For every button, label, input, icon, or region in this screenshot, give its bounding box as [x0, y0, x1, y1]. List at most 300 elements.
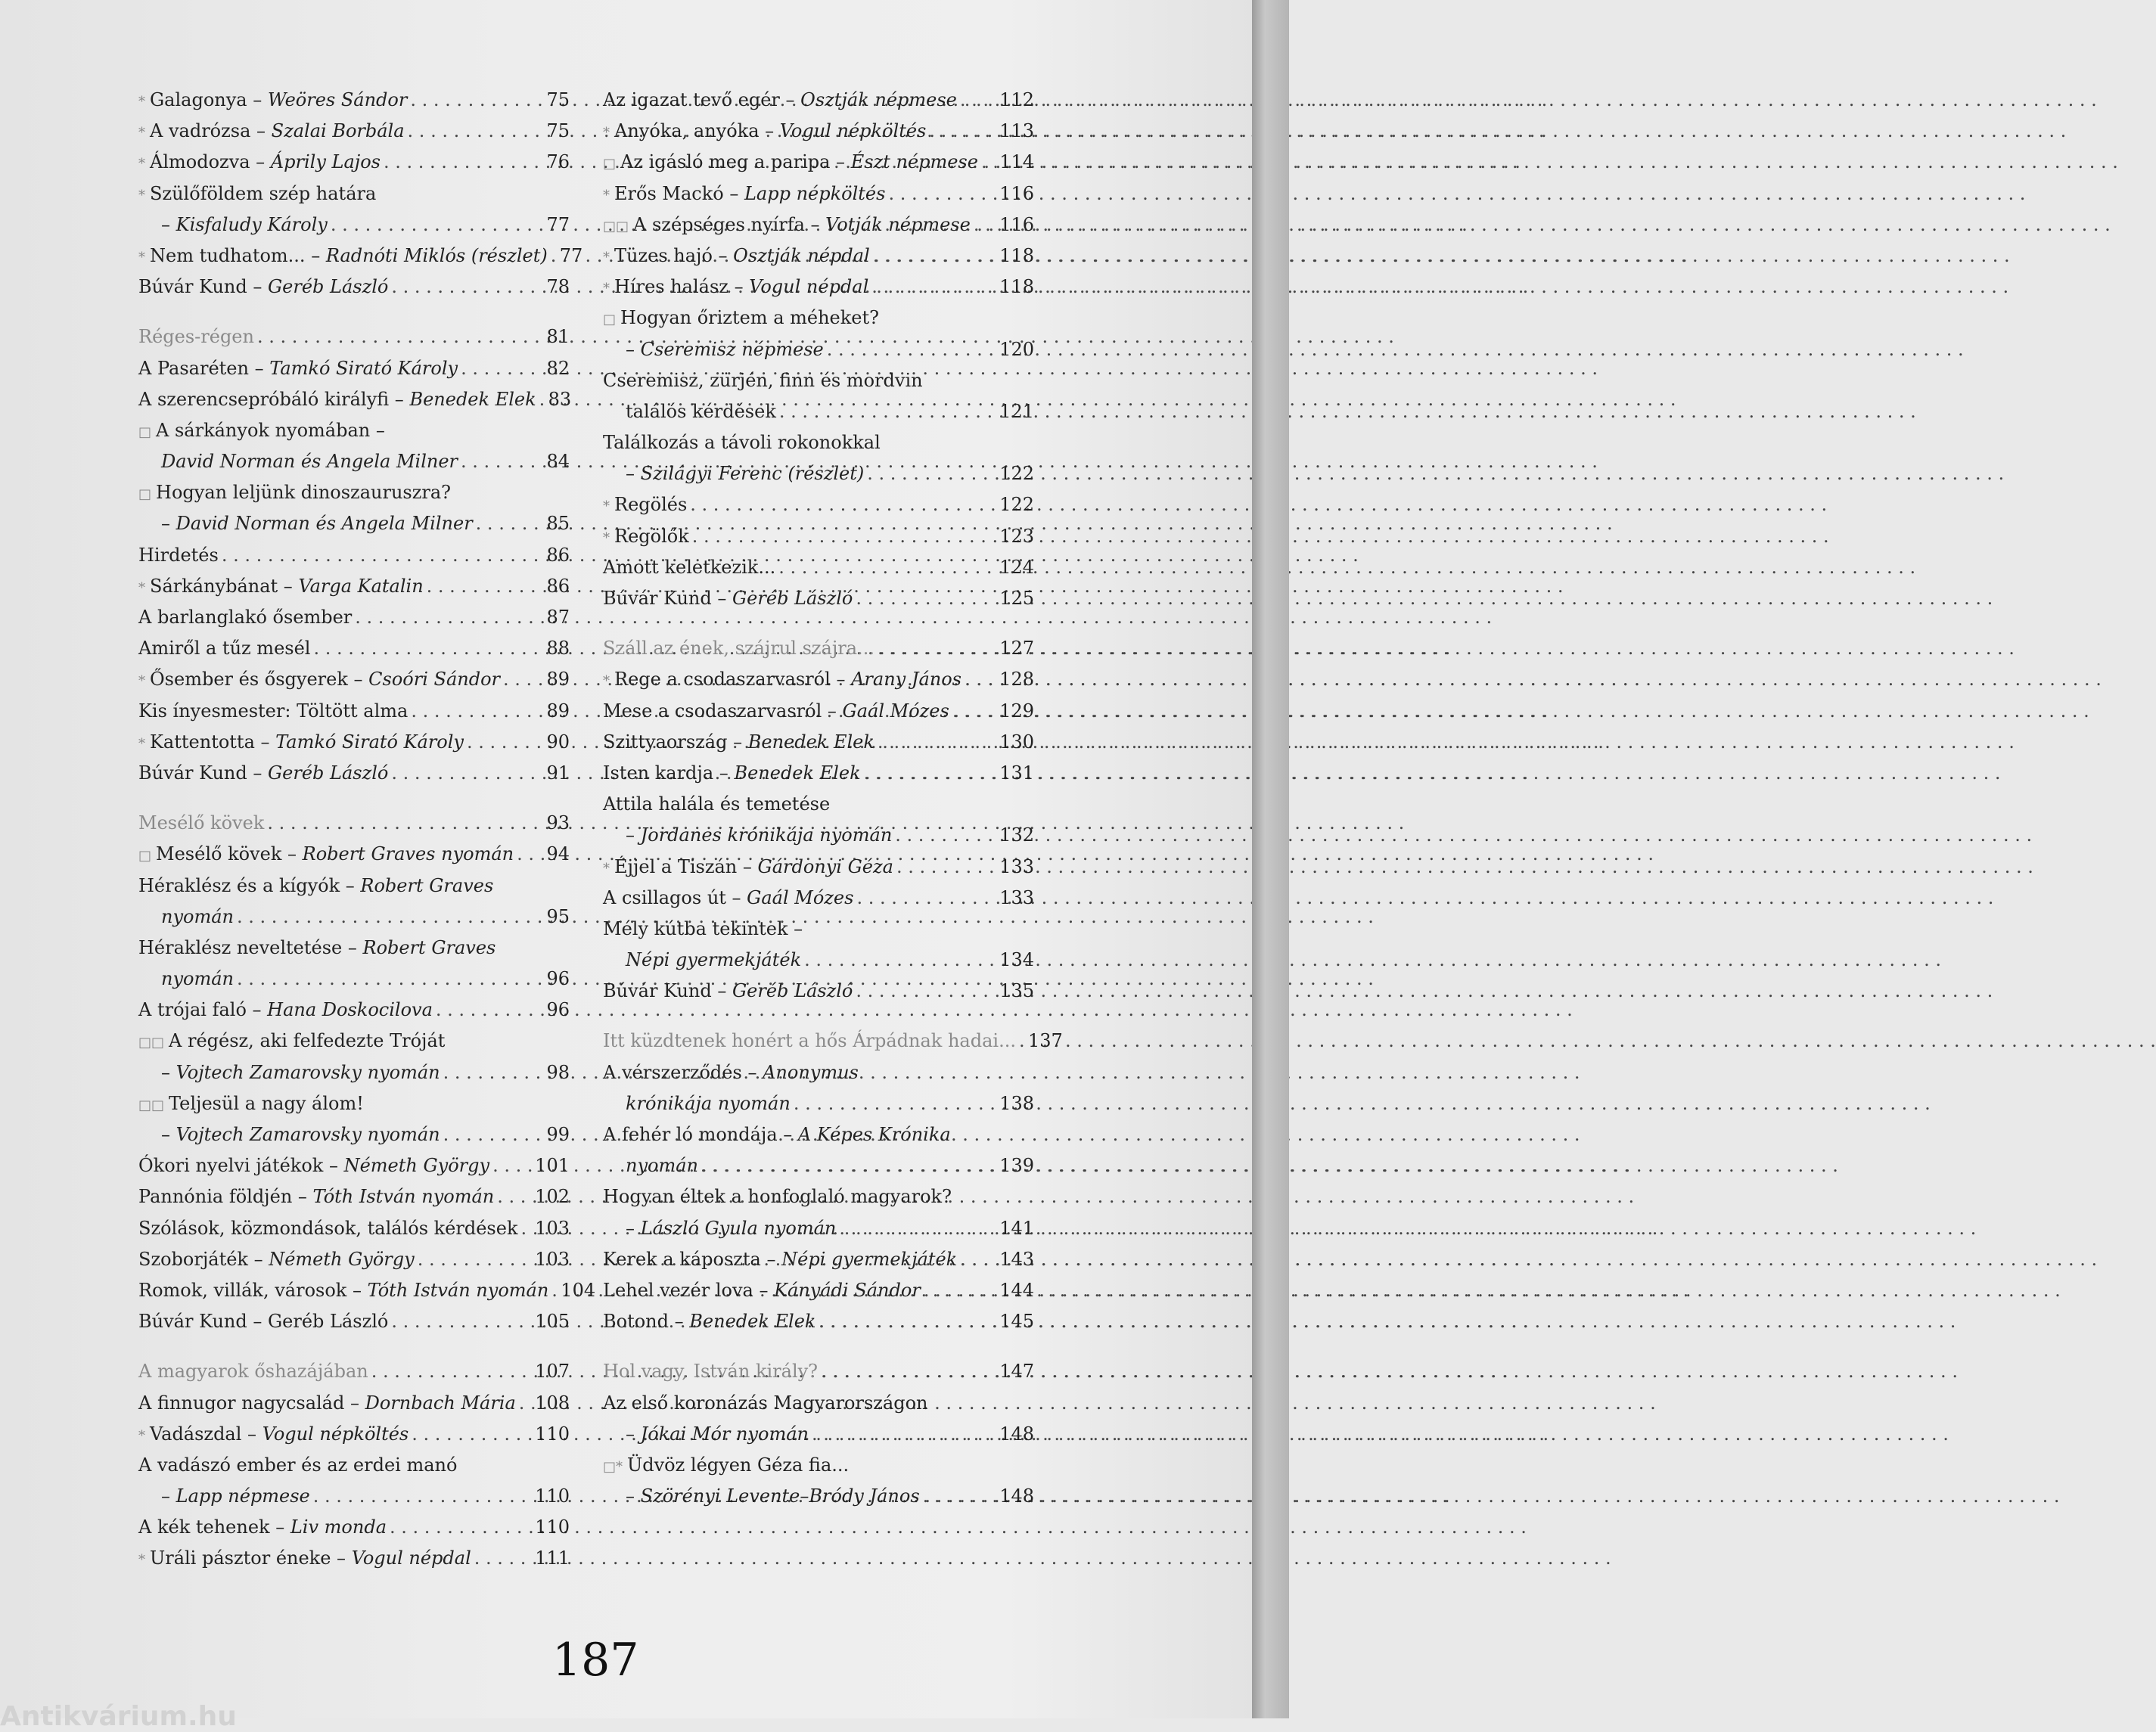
- page-number: 187: [552, 1634, 639, 1687]
- toc-entry: [138, 1419, 570, 1450]
- toc-entry-title: [138, 633, 310, 664]
- entry-text: –: [626, 824, 641, 846]
- entry-marker-icon: *: [603, 498, 610, 515]
- entry-marker-icon: *: [603, 187, 610, 203]
- entry-text: Amiről a tűz mesél: [138, 638, 311, 660]
- toc-entry-title: [603, 147, 978, 179]
- toc-entry-title: [603, 976, 853, 1007]
- dot-leader: [331, 210, 544, 241]
- entry-text: Pannónia földjén –: [138, 1186, 313, 1208]
- toc-entry: [138, 415, 570, 446]
- toc-page-number: 99: [546, 1124, 570, 1145]
- toc-entry-title: [138, 902, 234, 933]
- entry-marker-icon: *: [603, 249, 610, 265]
- dot-leader: [313, 633, 543, 664]
- toc-entry: [138, 602, 570, 633]
- dot-leader: [390, 1512, 532, 1543]
- entry-text: Isten kardja –: [603, 762, 735, 784]
- toc-entry-title: [603, 1213, 836, 1244]
- toc-entry: [138, 1244, 570, 1275]
- entry-text: Híres halász –: [614, 276, 750, 298]
- entry-text: Szülőföldem szép határa: [150, 182, 377, 204]
- dot-leader: [467, 727, 543, 758]
- entry-author: Geréb László: [268, 762, 389, 784]
- toc-page-number: 78: [546, 276, 570, 298]
- entry-text: Itt küzdtenek honért a hős Árpádnak hadai...: [603, 1030, 1016, 1052]
- dot-leader: [690, 489, 996, 520]
- toc-page-number: 93: [546, 812, 570, 834]
- toc-entry: [603, 1275, 1034, 1306]
- toc-page-number: 84: [546, 451, 570, 473]
- book-spine-edge: [1252, 0, 1289, 1718]
- toc-entry-title: [138, 1481, 310, 1512]
- entry-text: A Pasaréten –: [138, 357, 270, 379]
- entry-text: A kék tehenek –: [138, 1516, 290, 1538]
- entry-marker-icon: *: [603, 125, 610, 141]
- toc-page-number: 103: [535, 1217, 570, 1239]
- toc-page-number: 75: [546, 89, 570, 110]
- toc-entry-title: [138, 1356, 368, 1387]
- entry-author: nyomán: [626, 1155, 698, 1177]
- toc-entry-title: [138, 321, 254, 352]
- entry-text: –: [626, 1423, 641, 1445]
- toc-entry-title: [138, 384, 536, 415]
- toc-page-number: 90: [546, 731, 570, 753]
- entry-marker-icon: *: [603, 281, 610, 297]
- toc-entry: [138, 758, 570, 789]
- dot-leader: [391, 758, 543, 789]
- toc-page-number: 121: [999, 400, 1034, 422]
- toc-entry-title: [603, 85, 957, 116]
- toc-entry: [603, 303, 1034, 334]
- entry-author: Hana Doskocilova: [267, 999, 433, 1021]
- toc-entry: [138, 116, 570, 147]
- toc-entry: [603, 758, 1034, 789]
- toc-page-number: 87: [546, 607, 570, 628]
- entry-text: –: [161, 1124, 176, 1145]
- toc-entry: [603, 1119, 1034, 1150]
- entry-text: Hogyan őriztem a méheket?: [620, 307, 880, 329]
- entry-author: Robert Graves nyomán: [302, 843, 514, 865]
- entry-marker-icon: *: [603, 860, 610, 877]
- dot-leader: [257, 321, 543, 352]
- watermark: Antikvárium.hu: [0, 1701, 237, 1732]
- entry-text: –: [161, 1061, 176, 1083]
- toc-entry: [138, 839, 570, 870]
- entry-author: Tóth István nyomán: [312, 1186, 495, 1208]
- dot-leader: [410, 85, 543, 116]
- toc-entry-title: [603, 458, 864, 489]
- toc-entry: [603, 727, 1034, 758]
- entry-author: Benedek Elek: [689, 1311, 816, 1333]
- entry-author: Anonymus: [763, 1061, 859, 1083]
- toc-entry: [138, 210, 570, 241]
- toc-entry: [138, 1543, 570, 1574]
- entry-text: Üdvöz légyen Géza fia...: [627, 1454, 850, 1476]
- toc-entry-title: [138, 1181, 494, 1212]
- entry-text: találós kérdések: [626, 400, 776, 422]
- entry-text: Éjjel a Tiszán –: [614, 855, 758, 877]
- dot-leader: [929, 116, 996, 147]
- toc-entry-title: [138, 85, 407, 117]
- dot-leader: [878, 727, 996, 758]
- entry-author: Gaál Mózes: [747, 886, 854, 908]
- dot-leader: [804, 945, 996, 976]
- toc-page-number: 122: [999, 463, 1034, 485]
- toc-entry: [603, 976, 1034, 1007]
- toc-page-number: 118: [999, 244, 1034, 266]
- toc-page-number: 86: [546, 544, 570, 566]
- toc-entry-title: [603, 178, 885, 211]
- dot-leader: [878, 633, 996, 664]
- toc-entry-title: [603, 427, 881, 458]
- toc-entry-title: [603, 883, 853, 914]
- toc-entry: [138, 1388, 570, 1419]
- entry-text: Mesélő kövek: [138, 812, 265, 834]
- toc-entry-title: [138, 1119, 440, 1150]
- toc-entry: [138, 178, 570, 210]
- toc-page-number: 114: [999, 151, 1034, 173]
- entry-text: A finnugor nagycsalád –: [138, 1392, 365, 1414]
- toc-entry: [138, 1450, 570, 1481]
- entry-author: David Norman és Angela Milner: [161, 451, 458, 473]
- toc-entry-title: [138, 808, 264, 839]
- entry-text: Hogyan leljünk dinoszauruszra?: [156, 482, 452, 504]
- toc-section-heading: [603, 1026, 1063, 1057]
- toc-entry: [138, 272, 570, 303]
- toc-page-number: 133: [999, 855, 1034, 877]
- entry-author: Tamkó Sirató Károly: [269, 357, 458, 379]
- dot-leader: [313, 1481, 532, 1512]
- toc-entry: [603, 1181, 1034, 1212]
- entry-text: –: [161, 513, 176, 535]
- toc-entry: [603, 820, 1034, 851]
- entry-text: Romok, villák, városok –: [138, 1279, 368, 1301]
- entry-text: Regölők: [614, 525, 689, 547]
- toc-entry-title: [138, 508, 473, 539]
- entry-text: Az igásló meg a paripa –: [620, 151, 851, 173]
- dot-leader: [895, 820, 996, 851]
- entry-marker-icon: □: [603, 312, 617, 328]
- toc-entry-title: [603, 1275, 921, 1306]
- toc-page-number: 76: [546, 151, 570, 173]
- toc-entry-title: [138, 839, 514, 871]
- entry-marker-icon: □: [603, 156, 617, 172]
- toc-entry-title: [603, 1026, 1016, 1057]
- toc-entry-title: [138, 1244, 415, 1275]
- dot-leader: [391, 1306, 532, 1337]
- toc-entry-title: [603, 633, 875, 664]
- entry-author: krónikája nyomán: [626, 1092, 791, 1114]
- toc-entry: [603, 458, 1034, 489]
- toc-entry: [603, 521, 1034, 552]
- toc-entry-title: [603, 116, 926, 148]
- toc-entry: [138, 871, 570, 902]
- toc-entry-title: [138, 964, 234, 995]
- toc-entry-title: [603, 396, 776, 427]
- toc-page-number: 96: [546, 968, 570, 990]
- toc-page-number: 148: [999, 1423, 1034, 1445]
- entry-text: A sárkányok nyomában –: [156, 419, 385, 441]
- entry-marker-icon: *: [138, 673, 145, 690]
- dot-leader: [960, 1244, 996, 1275]
- toc-entry-title: [138, 1150, 489, 1181]
- toc-entry-title: [603, 1356, 818, 1387]
- dot-leader: [418, 1244, 533, 1275]
- dot-leader: [856, 583, 996, 614]
- entry-text: A fehér ló mondája –: [603, 1124, 798, 1145]
- toc-entry-title: [603, 820, 892, 851]
- toc-page-number: 103: [535, 1248, 570, 1270]
- toc-entry-title: [138, 1419, 409, 1451]
- entry-text: A vadászó ember és az erdei manó: [138, 1454, 458, 1476]
- entry-author: Gaál Mózes: [842, 700, 949, 722]
- toc-entry: [603, 883, 1034, 914]
- dot-leader: [778, 552, 996, 583]
- toc-page-number: 94: [546, 843, 570, 865]
- toc-entry: [603, 147, 1034, 178]
- toc-entry-title: [603, 727, 875, 758]
- toc-entry-title: [138, 696, 408, 727]
- entry-marker-icon: □□: [138, 1097, 165, 1113]
- toc-entry: [603, 1450, 1034, 1481]
- dot-leader: [461, 353, 543, 384]
- toc-section-heading: [138, 1356, 570, 1387]
- entry-text: Botond –: [603, 1311, 690, 1333]
- toc-left-column: [138, 85, 596, 1575]
- toc-entry: [138, 1275, 596, 1306]
- toc-entry-title: [603, 1088, 791, 1119]
- dot-leader: [461, 446, 543, 477]
- entry-marker-icon: *: [603, 529, 610, 546]
- dot-leader: [267, 808, 543, 839]
- toc-entry: [603, 664, 1034, 695]
- entry-marker-icon: *: [138, 125, 145, 141]
- entry-text: A szerencsepróbáló királyfi –: [138, 388, 410, 410]
- dot-leader: [371, 1356, 532, 1387]
- dot-leader: [779, 396, 996, 427]
- entry-marker-icon: □: [138, 848, 152, 864]
- toc-entry-title: [603, 1388, 928, 1419]
- dot-leader: [871, 272, 996, 303]
- entry-text: Szoborjáték –: [138, 1248, 269, 1270]
- toc-entry-title: [603, 1057, 859, 1088]
- dot-leader: [812, 1419, 996, 1450]
- toc-entry-title: [138, 1450, 457, 1481]
- entry-author: Jordanes krónikája nyomán: [640, 824, 893, 846]
- entry-author: Csoóri Sándor: [368, 669, 500, 691]
- toc-page-number: 144: [999, 1279, 1034, 1301]
- entry-author: Benedek Elek: [734, 762, 861, 784]
- toc-page-number: 95: [546, 905, 570, 927]
- dot-leader: [827, 334, 996, 365]
- toc-page-number: 113: [999, 120, 1034, 142]
- entry-text: A vadrózsa –: [150, 120, 272, 142]
- entry-author: Jókai Mór nyomán: [640, 1423, 809, 1445]
- toc-page-number: 143: [999, 1248, 1034, 1270]
- toc-entry: [138, 727, 570, 758]
- toc-page-number: 110: [535, 1423, 570, 1445]
- entry-text: Héraklész és a kígyók –: [138, 874, 361, 896]
- toc-page-number: 116: [999, 213, 1034, 235]
- dot-leader: [551, 241, 557, 272]
- toc-entry: [603, 852, 1034, 883]
- dot-leader: [436, 995, 544, 1026]
- dot-leader: [520, 1213, 532, 1244]
- entry-author: Cseremisz népmese: [640, 338, 824, 360]
- entry-marker-icon: *: [138, 187, 145, 203]
- entry-text: Mesélő kövek –: [156, 843, 303, 865]
- entry-author: László Gyula nyomán: [640, 1217, 837, 1239]
- toc-entry: [603, 552, 1034, 583]
- entry-author: Arany János: [851, 669, 962, 691]
- toc-entry: [603, 1088, 1034, 1119]
- entry-text: Az igazat tevő egér –: [603, 89, 801, 110]
- toc-entry: [603, 272, 1034, 303]
- entry-text: A vérszerződés –: [603, 1061, 763, 1083]
- toc-entry-title: [138, 602, 352, 633]
- toc-page-number: 137: [1027, 1030, 1063, 1052]
- entry-marker-icon: □□: [603, 218, 629, 234]
- entry-author: Kisfaludy Károly: [176, 213, 328, 235]
- toc-entry: [138, 384, 570, 415]
- toc-page-number: 135: [999, 980, 1034, 1002]
- toc-entry-title: [603, 914, 803, 945]
- toc-entry-title: [138, 995, 433, 1026]
- entry-text: Amott keletkezik...: [603, 556, 776, 578]
- entry-author: Robert Graves: [360, 874, 494, 896]
- toc-entry-title: [603, 303, 879, 335]
- dot-leader: [539, 384, 545, 415]
- toc-entry: [603, 427, 1034, 458]
- toc-page-number: 91: [546, 762, 570, 784]
- entry-text: Ősember és ősgyerek –: [150, 669, 369, 691]
- toc-entry-title: [603, 521, 689, 554]
- toc-entry-title: [603, 241, 870, 273]
- toc-entry-title: [603, 1419, 809, 1450]
- toc-entry-title: [138, 241, 548, 273]
- toc-entry-title: [603, 789, 830, 820]
- toc-entry: [138, 664, 570, 695]
- entry-author: Szörényi Levente–Bródy János: [640, 1485, 920, 1507]
- entry-text: A barlanglakó ősember: [138, 607, 353, 628]
- dot-leader: [896, 852, 996, 883]
- entry-author: Észt népmese: [850, 151, 978, 173]
- toc-entry: [603, 241, 1034, 272]
- entry-text: Teljesül a nagy álom!: [169, 1092, 364, 1114]
- toc-entry: [603, 334, 1034, 365]
- toc-page-number: 125: [999, 588, 1034, 609]
- entry-author: Benedek Elek: [747, 731, 875, 753]
- entry-text: –: [626, 463, 641, 485]
- toc-page-number: 128: [999, 669, 1034, 691]
- toc-page-number: 105: [535, 1311, 570, 1333]
- dot-leader: [981, 147, 996, 178]
- toc-section-heading: [138, 808, 570, 839]
- dot-leader: [952, 696, 996, 727]
- entry-author: Gárdonyi Géza: [757, 855, 893, 877]
- dot-leader: [443, 1057, 544, 1088]
- toc-entry: [603, 1388, 1034, 1419]
- toc-entry: [138, 1181, 570, 1212]
- toc-entry-title: [138, 571, 424, 604]
- entry-author: nyomán: [161, 905, 234, 927]
- entry-text: Szittyaország –: [603, 731, 748, 753]
- entry-author: nyomán: [161, 968, 234, 990]
- toc-entry-title: [138, 540, 219, 571]
- dot-leader: [222, 540, 544, 571]
- toc-page-number: 110: [535, 1485, 570, 1507]
- toc-entry-title: [138, 1213, 517, 1244]
- dot-leader: [476, 508, 544, 539]
- entry-author: Népi gyermekjáték: [626, 949, 802, 971]
- toc-page-number: 147: [999, 1361, 1034, 1383]
- entry-text: Búvár Kund –: [603, 588, 732, 609]
- dot-leader: [821, 1356, 996, 1387]
- entry-text: Kerek a káposzta –: [603, 1248, 782, 1270]
- toc-entry-title: [603, 1481, 920, 1512]
- dot-leader: [237, 964, 543, 995]
- toc-entry: [138, 1213, 570, 1244]
- toc-entry-title: [138, 147, 381, 179]
- toc-entry-title: [138, 1512, 387, 1543]
- toc-page-number: 127: [999, 638, 1034, 660]
- dot-leader: [551, 1275, 558, 1306]
- entry-author: Geréb László: [732, 980, 853, 1002]
- toc-page-number: 102: [535, 1186, 570, 1208]
- entry-text: –: [161, 213, 176, 235]
- dot-leader: [701, 1150, 996, 1181]
- entry-marker-icon: *: [138, 1552, 145, 1569]
- toc-entry: [138, 1026, 570, 1057]
- dot-leader: [412, 1419, 532, 1450]
- toc-page-number: 139: [999, 1155, 1034, 1177]
- toc-entry-title: [603, 1119, 951, 1150]
- dot-leader: [856, 883, 996, 914]
- toc-page-number: 122: [999, 494, 1034, 516]
- dot-leader: [974, 210, 996, 241]
- toc-page-number: 104: [561, 1279, 596, 1301]
- toc-entry-title: [138, 210, 328, 241]
- toc-section-heading: [603, 633, 1034, 664]
- toc-page-number: 118: [999, 276, 1034, 298]
- dot-leader: [819, 1306, 996, 1337]
- entry-marker-icon: □□: [138, 1035, 165, 1051]
- entry-author: Radnóti Miklós (részlet): [325, 244, 548, 266]
- entry-author: Liv monda: [290, 1516, 387, 1538]
- toc-entry-title: [603, 552, 775, 583]
- entry-author: Lapp népmese: [176, 1485, 310, 1507]
- entry-text: –: [626, 1485, 641, 1507]
- toc-entry: [138, 147, 570, 178]
- toc-page-number: 98: [546, 1061, 570, 1083]
- entry-text: Álmodozva –: [150, 151, 271, 173]
- toc-entry: [603, 789, 1034, 820]
- dot-leader: [924, 1275, 996, 1306]
- entry-text: Galagonya –: [150, 89, 268, 110]
- entry-author: David Norman és Angela Milner: [176, 513, 473, 535]
- entry-author: Áprily Lajos: [270, 151, 381, 173]
- toc-page-number: 138: [999, 1092, 1034, 1114]
- toc-page-number: 82: [546, 357, 570, 379]
- toc-entry-title: [138, 871, 493, 902]
- toc-entry-title: [138, 1026, 445, 1058]
- entry-text: A csillagos út –: [603, 886, 747, 908]
- dot-leader: [692, 521, 996, 552]
- entry-text: A trójai faló –: [138, 999, 268, 1021]
- entry-author: Tóth István nyomán: [367, 1279, 549, 1301]
- entry-text: Száll az ének, szájrul szájra...: [603, 638, 875, 660]
